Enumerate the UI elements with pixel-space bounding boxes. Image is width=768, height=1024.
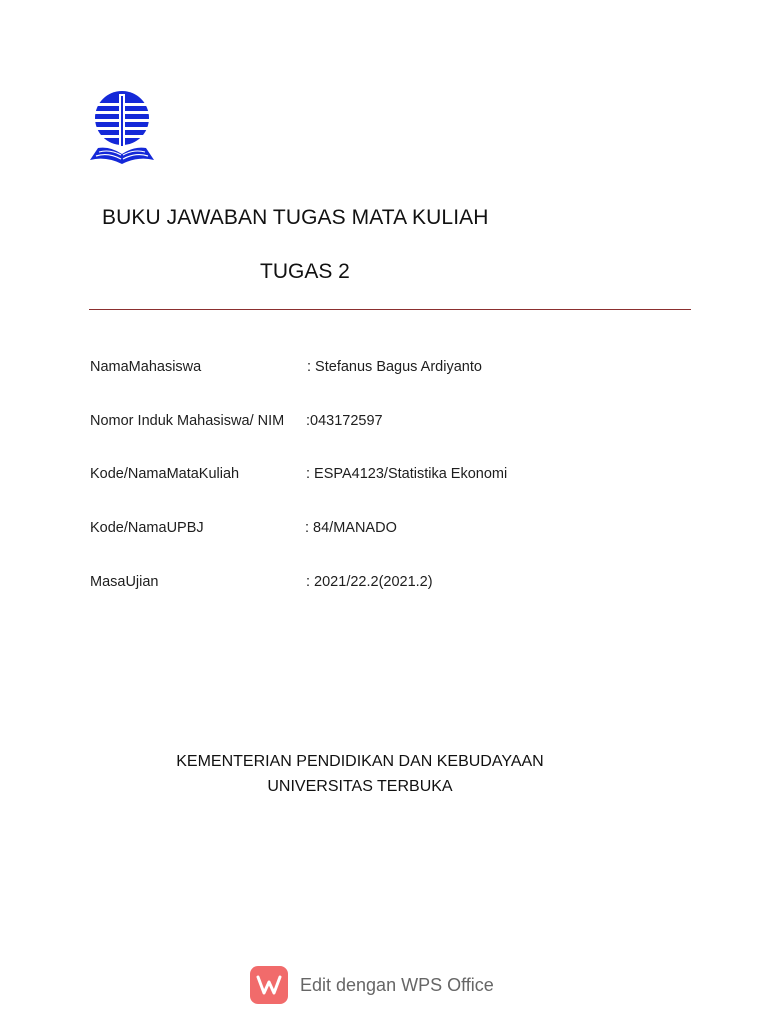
page-title: BUKU JAWABAN TUGAS MATA KULIAH	[102, 206, 489, 229]
divider	[89, 309, 691, 310]
wps-edit-label: Edit dengan WPS Office	[300, 974, 494, 995]
field-label: Kode/NamaUPBJ	[90, 520, 204, 536]
field-value: :043172597	[306, 413, 383, 429]
field-value: : Stefanus Bagus Ardiyanto	[307, 359, 482, 375]
field-value: : 84/MANADO	[305, 520, 397, 536]
universitas-terbuka-logo	[88, 90, 156, 166]
wps-edit-button[interactable]	[250, 965, 494, 1005]
field-value: : 2021/22.2(2021.2)	[306, 574, 433, 590]
footer-university: UNIVERSITAS TERBUKA	[267, 778, 453, 795]
footer-ministry: KEMENTERIAN PENDIDIKAN DAN KEBUDAYAAN	[176, 753, 544, 770]
field-label: MasaUjian	[90, 574, 159, 590]
field-label: Kode/NamaMataKuliah	[90, 466, 240, 482]
wps-office-icon	[250, 966, 288, 1004]
field-label: NamaMahasiswa	[90, 359, 202, 375]
field-label: Nomor Induk Mahasiswa/ NIM	[90, 413, 285, 429]
page-subtitle: TUGAS 2	[260, 260, 350, 283]
field-value: : ESPA4123/Statistika Ekonomi	[306, 466, 508, 482]
